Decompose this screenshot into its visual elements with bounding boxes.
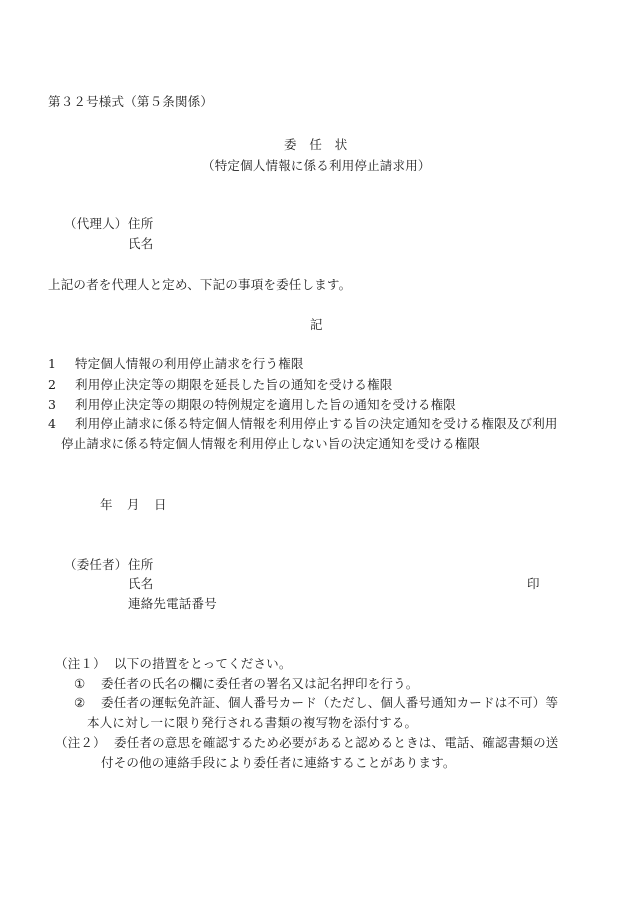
- appointment-statement: 上記の者を代理人と定め、下記の事項を委任します。: [48, 277, 352, 292]
- item-text: 特定個人情報の利用停止請求を行う権限: [75, 356, 304, 371]
- item-text-continuation: 停止請求に係る特定個人情報を利用停止しない旨の決定通知を受ける権限: [61, 436, 481, 451]
- ki-heading: 記: [310, 317, 323, 332]
- form-number: 第３２号様式（第５条関係）: [48, 94, 214, 109]
- item-text: 利用停止決定等の期限を延長した旨の通知を受ける権限: [75, 377, 393, 392]
- note2-label: （注２）: [55, 735, 106, 750]
- date-month: 月: [127, 497, 140, 512]
- item-number: 4: [48, 416, 57, 431]
- document-subtitle: （特定個人情報に係る利用停止請求用）: [202, 158, 431, 173]
- note1-sub1-marker: ①: [74, 676, 86, 691]
- principal-phone-label: 連絡先電話番号: [128, 596, 217, 611]
- note1-text: 以下の措置をとってください。: [114, 656, 292, 671]
- date-year: 年: [100, 497, 113, 512]
- note1-sub2-text: 委任者の運転免許証、個人番号カード（ただし、個人番号通知カードは不可）等: [101, 695, 559, 710]
- item-number: 2: [48, 377, 57, 392]
- principal-address-label: 住所: [128, 557, 154, 572]
- agent-name-label: 氏名: [128, 236, 154, 251]
- agent-address-label: 住所: [128, 216, 154, 231]
- document-title: 委 任 状: [284, 137, 348, 152]
- principal-role-label: （委任者）: [64, 557, 128, 572]
- note2-continuation: 付その他の連絡手段により委任者に連絡することがあります。: [101, 755, 456, 770]
- note1-sub1-text: 委任者の氏名の欄に委任者の署名又は記名押印を行う。: [101, 676, 419, 691]
- item-text: 利用停止決定等の期限の特例規定を適用した旨の通知を受ける権限: [75, 397, 457, 412]
- item-text: 利用停止請求に係る特定個人情報を利用停止する旨の決定通知を受ける権限及び利用: [75, 416, 558, 431]
- note2-text: 委任者の意思を確認するため必要があると認めるときは、電話、確認書類の送: [114, 735, 559, 750]
- agent-role-label: （代理人）: [64, 216, 128, 231]
- note1-label: （注１）: [55, 656, 106, 671]
- note1-sub2-continuation: 本人に対し一に限り発行される書類の複写物を添付する。: [87, 715, 418, 730]
- item-number: 1: [48, 356, 57, 371]
- item-number: 3: [48, 397, 57, 412]
- principal-name-label: 氏名: [128, 576, 154, 591]
- seal-mark: 印: [527, 576, 540, 591]
- date-day: 日: [154, 497, 167, 512]
- note1-sub2-marker: ②: [74, 695, 86, 710]
